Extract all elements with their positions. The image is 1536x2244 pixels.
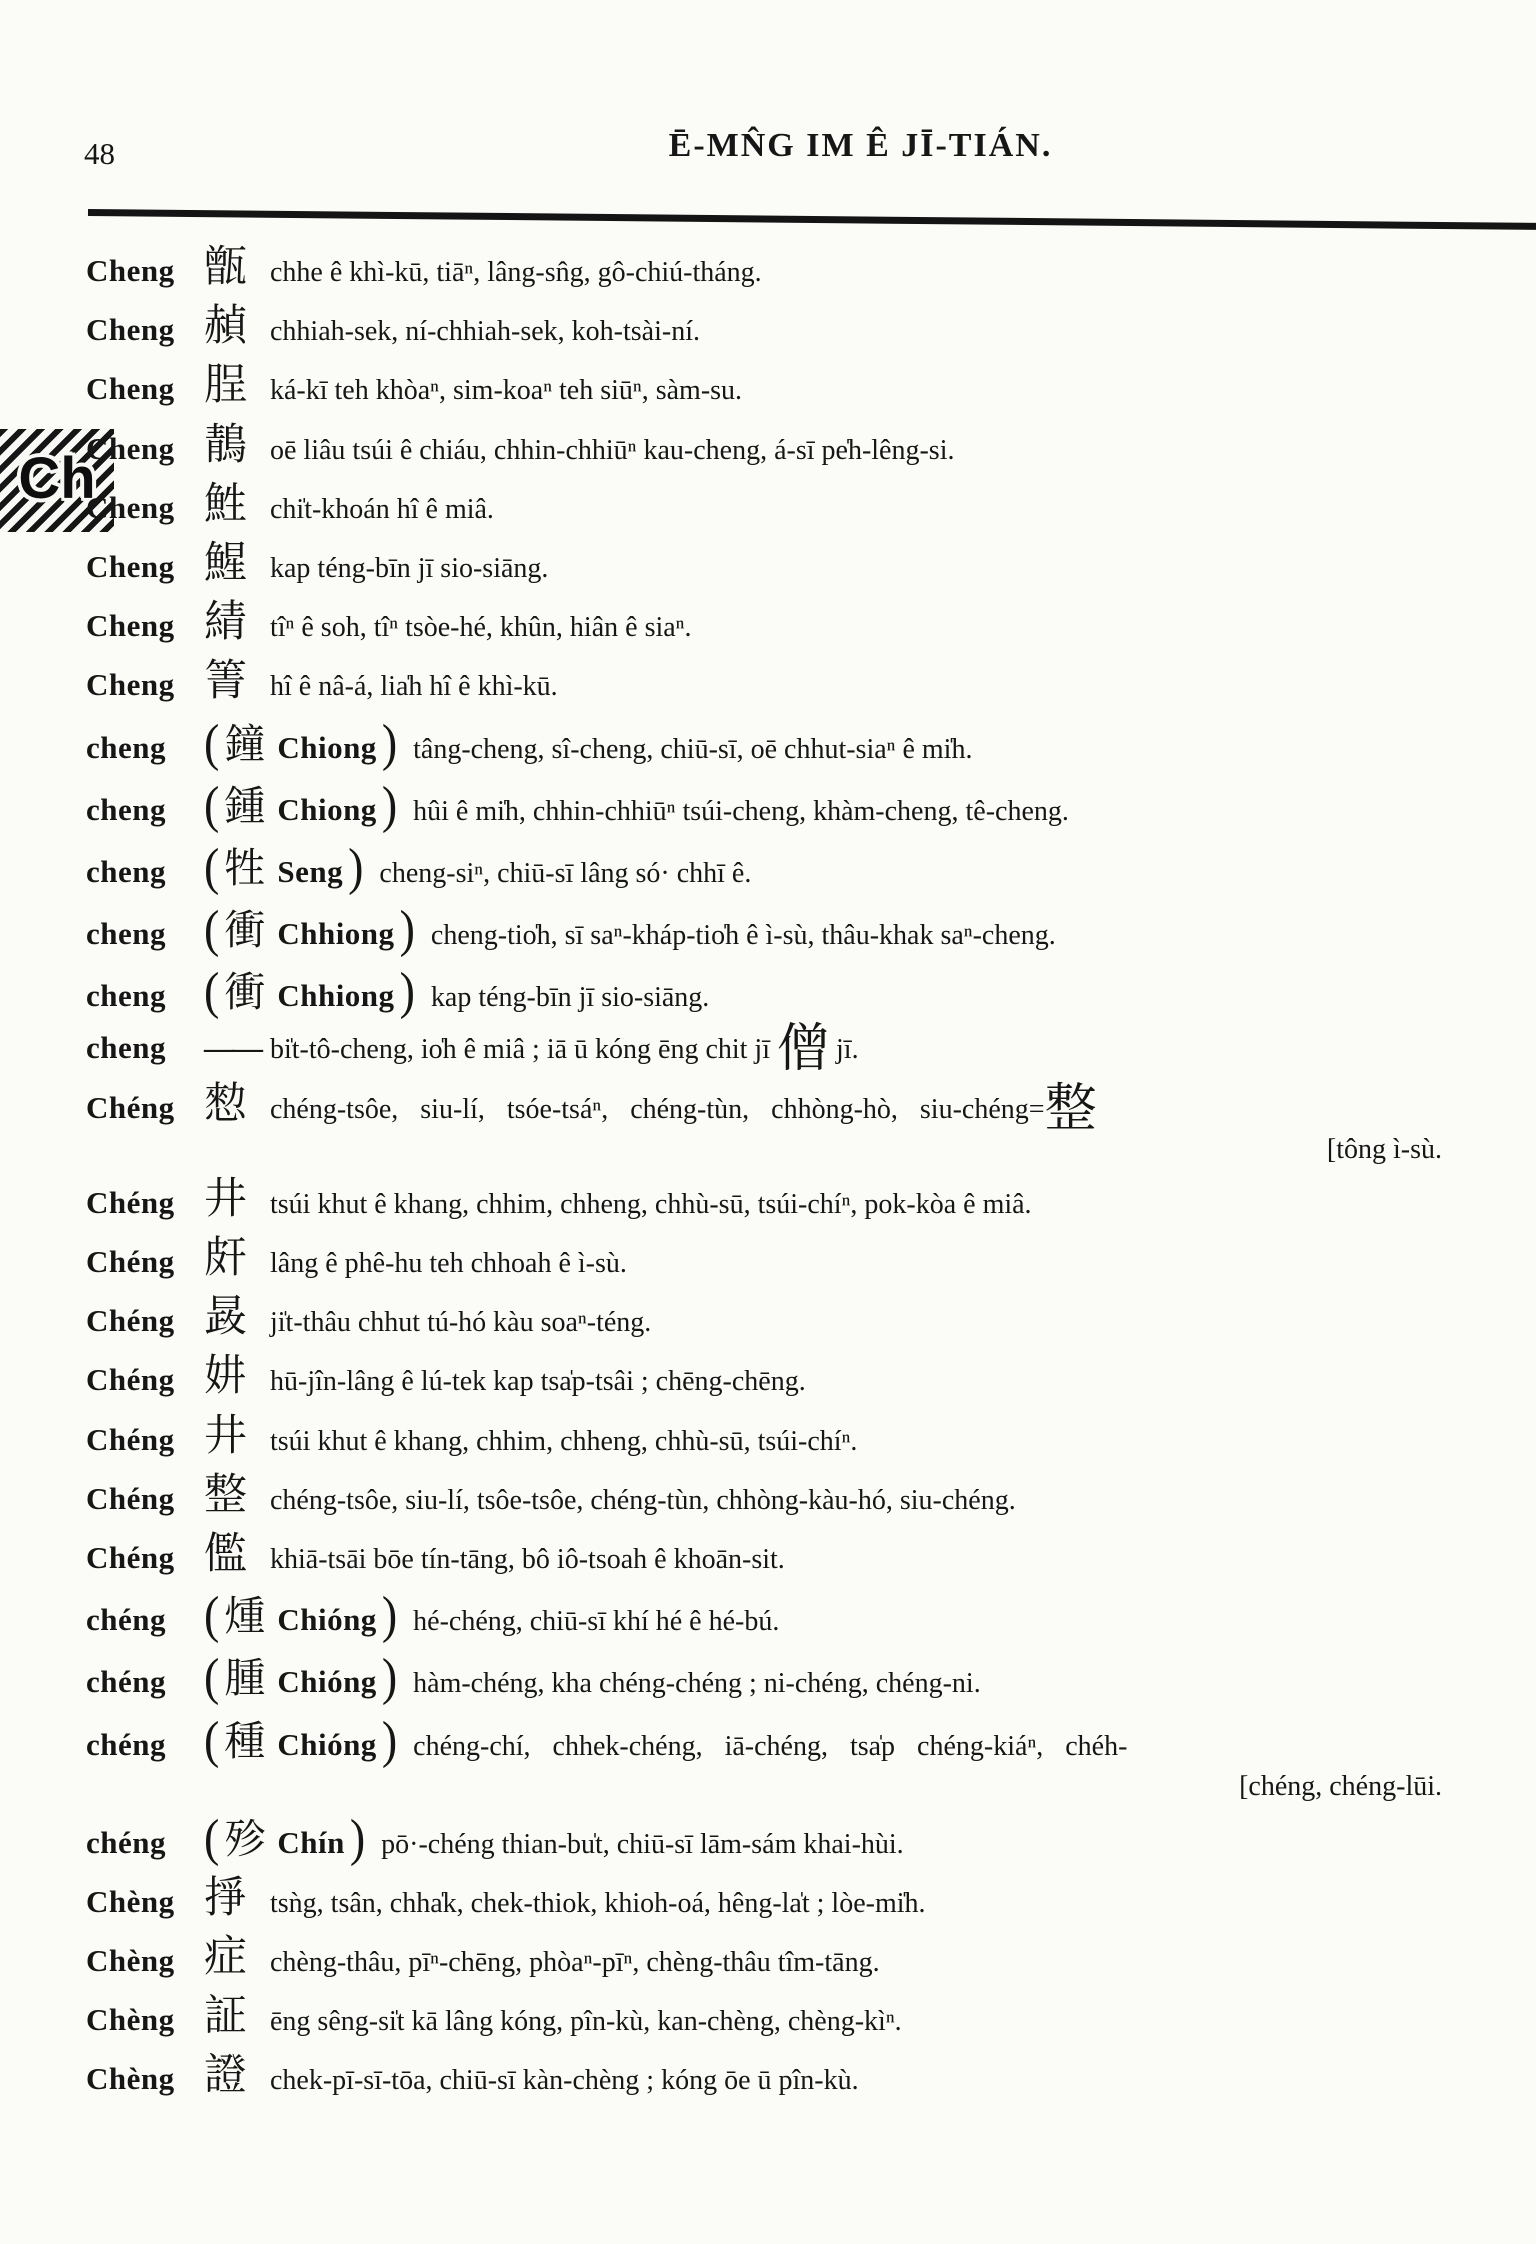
entry-definition-text: oē liâu tsúi ê chiáu, chhin-chhiūⁿ kau-cheng, á-sī pe̍h-lêng-si.: [270, 434, 955, 466]
entry-han-character: 鶄: [204, 421, 247, 469]
entry-definition: [413, 734, 972, 766]
entry-definition-text: hûi ê mi̍h, chhin-chhiūⁿ tsúi-cheng, khàm-cheng, tê-cheng.: [413, 795, 1069, 827]
entry-definition: [270, 1307, 651, 1339]
entry-paren-group: [204, 962, 415, 1020]
entry-definition: [270, 1366, 806, 1398]
entry-headword: Chèng: [86, 2002, 175, 2038]
dict-entry: [86, 837, 1486, 895]
entry-han-character: 鐘: [224, 720, 266, 767]
close-paren: ): [381, 1648, 398, 1706]
entry-definition: [270, 1947, 880, 1979]
dict-entry: [86, 1471, 1486, 1519]
dict-entry: [86, 421, 1486, 469]
entry-definition-text: lâng ê phê-hu teh chhoah ê ì-sù.: [270, 1248, 627, 1279]
entry-paren-group: [204, 1586, 398, 1644]
entry-paren-romanization: Seng: [277, 853, 344, 889]
entry-headword: Cheng: [86, 667, 175, 703]
entry-han-character: 衝: [224, 907, 266, 954]
entry-continuation: [tông ì-sù.: [1326, 1133, 1442, 1165]
dict-entry: [86, 1080, 1486, 1138]
dict-entry: [86, 1874, 1486, 1922]
close-paren: ): [399, 962, 415, 1020]
dict-entry: [86, 713, 1486, 771]
dict-entry: [86, 1021, 1486, 1079]
dict-entry: [86, 1648, 1486, 1706]
entry-headword: Chéng: [86, 1362, 175, 1398]
entry-headword: Chéng: [86, 1539, 175, 1575]
page-number: 48: [84, 136, 115, 171]
dict-entry: [86, 1993, 1486, 2041]
entry-definition-text: kap téng-bīn jī sio-siāng.: [270, 552, 549, 584]
entry-headword: Cheng: [86, 253, 175, 288]
entry-definition-text: chhe ê khì-kū, tiāⁿ, lâng-sn̂g, gô-chiú-tháng.: [270, 257, 762, 288]
entry-definition-text: ká-kī teh khòaⁿ, sim-koaⁿ teh siūⁿ, sàm-su.: [270, 375, 743, 407]
entry-definition: [381, 1829, 904, 1861]
entry-definition: [270, 1544, 785, 1576]
entry-headword: Chèng: [86, 1943, 175, 1979]
entry-han-character: 綪: [204, 599, 247, 647]
entry-dash: ——: [204, 1030, 260, 1066]
entry-definition: [270, 1189, 1032, 1221]
close-paren: ): [348, 837, 364, 895]
entry-han-character: 掙: [204, 1874, 247, 1922]
dict-entry: [86, 658, 1486, 706]
open-paren: (: [204, 1808, 220, 1866]
dict-entry: [86, 2052, 1486, 2100]
entry-han-character: 腫: [224, 1655, 266, 1702]
dict-entry: [86, 539, 1486, 587]
entry-definition-text: chhiah-sek, ní-chhiah-sek, koh-tsài-ní.: [270, 316, 700, 348]
entry-list: [86, 246, 1486, 2114]
close-paren: ): [399, 899, 415, 958]
entry-definition: [270, 494, 494, 526]
entry-headword: chéng: [86, 1726, 166, 1762]
open-paren: (: [204, 962, 220, 1020]
entry-definition-text: tîⁿ ê soh, tîⁿ tsòe-hé, khûn, hiân ê siaⁿ.: [270, 612, 692, 644]
entry-paren-romanization: Chín: [277, 1824, 345, 1860]
entry-definition: [270, 316, 700, 348]
entry-headword: cheng: [86, 1030, 166, 1066]
dict-entry: [86, 1808, 1486, 1866]
entry-paren-romanization: Chióng: [277, 1664, 377, 1700]
close-paren: ): [381, 775, 398, 833]
entry-inline-big-character: 整: [1044, 1080, 1097, 1138]
entry-han-character: 鍾: [224, 782, 266, 829]
entry-paren-group: [204, 713, 398, 771]
entry-definition-text: pō·-chéng thian-bu̍t, chiū-sī lām-sám khai-hùi.: [381, 1828, 904, 1860]
entry-headword: Cheng: [86, 608, 175, 644]
entry-han-character: 衝: [224, 969, 266, 1016]
entry-definition-text: chek-pī-sī-tōa, chiū-sī kàn-chèng ; kóng ōe ū pîn-kù.: [270, 2065, 859, 2097]
entry-han-character: 煄: [224, 1593, 266, 1640]
entry-definition: [413, 1606, 779, 1638]
entry-paren-romanization: Chióng: [277, 1602, 377, 1638]
close-paren: ): [381, 713, 398, 771]
dict-entry: [86, 1412, 1486, 1460]
entry-definition-text: bi̍t-tô-cheng, io̍h ê miâ ; iā ū kóng ēng chit jī: [270, 1034, 777, 1066]
entry-definition: [270, 553, 548, 585]
entry-definition: [270, 1426, 857, 1458]
open-paren: (: [204, 775, 220, 833]
entry-paren-group: [204, 899, 415, 958]
page-title: Ē-MN̂G IM Ê JĪ-TIÁN.: [668, 127, 1053, 164]
entry-definition-text: hū-jîn-lâng ê lú-tek kap tsa̍p-tsâi ; chēng-chēng.: [270, 1366, 806, 1398]
entry-headword: Chéng: [86, 1480, 175, 1516]
entry-han-character: 赬: [204, 303, 247, 351]
entry-definition: [431, 920, 1056, 952]
entry-headword: chéng: [86, 1824, 166, 1860]
entry-definition-text: tsúi khut ê khang, chhim, chheng, chhù-sū, tsúi-chíⁿ, pok-kòa ê miâ.: [270, 1188, 1032, 1220]
entry-definition-text: chéng-tsôe, siu-lí, tsóe-tsáⁿ, chéng-tùn, chhòng-hò, siu-chéng=: [270, 1093, 1045, 1125]
entry-paren-romanization: Chiong: [277, 791, 377, 827]
entry-headword: chéng: [86, 1602, 166, 1638]
entry-definition-text: tâng-cheng, sî-cheng, chiū-sī, oē chhut-siaⁿ ê mi̍h.: [413, 733, 973, 765]
entry-definition-text: tsúi khut ê khang, chhim, chheng, chhù-sū, tsúi-chíⁿ.: [270, 1425, 858, 1457]
entry-han-character: 牲: [224, 844, 266, 891]
dict-entry: [86, 599, 1486, 647]
entry-han-character: 鮏: [204, 480, 247, 528]
dict-entry: [86, 1934, 1486, 1982]
dict-entry: [86, 362, 1486, 410]
entry-han-character: 脭: [204, 362, 247, 410]
dict-entry: [86, 1586, 1486, 1644]
dict-entry: [86, 1237, 1486, 1280]
entry-han-character: 皯: [204, 1235, 247, 1282]
entry-han-character: 箐: [204, 658, 247, 706]
entry-paren-group: [204, 1648, 398, 1706]
entry-continuation: [chéng, chéng-lūi.: [1239, 1770, 1442, 1802]
entry-definition-text: hî ê nâ-á, lia̍h hî ê khì-kū.: [270, 671, 558, 703]
dict-entry: [86, 246, 1486, 289]
entry-han-character: 證: [204, 2052, 247, 2100]
dict-entry: [86, 480, 1486, 528]
open-paren: (: [204, 1586, 220, 1644]
entry-definition-text: tsǹg, tsân, chha̍k, chek-thiok, khioh-oá, hêng-la̍t ; lòe-mi̍h.: [270, 1887, 926, 1919]
entry-han-character: 種: [224, 1717, 266, 1764]
entry-definition: [270, 375, 742, 407]
entry-definition: [270, 2065, 859, 2097]
entry-definition-text: ēng sêng-si̍t kā lâng kóng, pîn-kù, kan-chèng, chèng-kìⁿ.: [270, 2006, 902, 2038]
entry-definition: [413, 796, 1069, 828]
entry-definition-text: chèng-thâu, pīⁿ-chēng, phòaⁿ-pīⁿ, chèng-thâu tîm-tāng.: [270, 1947, 880, 1979]
entry-definition-text: khiā-tsāi bōe tín-tāng, bô iô-tsoah ê khoān-sit.: [270, 1543, 785, 1575]
dict-entry: [86, 1175, 1486, 1223]
dict-entry: [86, 899, 1486, 958]
entry-definition-text: kap téng-bīn jī sio-siāng.: [430, 982, 710, 1014]
entry-headword: Cheng: [86, 548, 175, 584]
entry-definition-text: jī.: [829, 1034, 859, 1066]
entry-han-character: 妌: [204, 1353, 247, 1401]
entry-han-character: 愸: [204, 1080, 247, 1128]
close-paren: ): [381, 1710, 398, 1768]
entry-definition-text: chi̍t-khoán hî ê miâ.: [270, 493, 494, 525]
entry-headword: Cheng: [86, 371, 175, 407]
entry-han-character: 甑: [204, 244, 247, 291]
entry-headword: cheng: [86, 729, 166, 765]
entry-headword: cheng: [86, 978, 166, 1014]
close-paren: ): [349, 1808, 366, 1866]
entry-inline-big-character: 僧: [777, 1021, 830, 1079]
entry-definition: [270, 1248, 627, 1280]
entry-headword: Chéng: [86, 1303, 175, 1339]
entry-headword: Chèng: [86, 2061, 175, 2097]
entry-definition: [270, 1888, 926, 1920]
dict-entry: [86, 1530, 1486, 1578]
entry-definition: [413, 1668, 981, 1700]
open-paren: (: [204, 837, 220, 895]
entry-paren-romanization: Chhiong: [277, 916, 395, 952]
entry-han-character: 殄: [224, 1815, 266, 1862]
entry-paren-romanization: Chióng: [277, 1726, 377, 1762]
entry-han-character: 鯹: [204, 539, 247, 587]
entry-definition-text: cheng-tio̍h, sī saⁿ-kháp-tio̍h ê ì-sù, thâu-khak saⁿ-cheng.: [430, 920, 1056, 952]
entry-headword: Cheng: [86, 489, 175, 525]
entry-definition-text: chéng-tsôe, siu-lí, tsôe-tsôe, chéng-tùn, chhòng-kàu-hó, siu-chéng.: [270, 1484, 1016, 1516]
dict-entry: [86, 1710, 1486, 1768]
entry-definition-text: chéng-chí, chhek-chéng, iā-chéng, tsa̍p chéng-kiáⁿ, chéh-: [413, 1730, 1128, 1762]
entry-definition: [413, 1731, 1127, 1763]
entry-definition: [431, 982, 709, 1014]
entry-definition: [270, 435, 954, 467]
entry-headword: cheng: [86, 853, 166, 889]
entry-headword: Chéng: [86, 1421, 175, 1457]
entry-headword: Chéng: [86, 1244, 175, 1279]
entry-han-character: 儖: [204, 1530, 247, 1578]
entry-headword: Chéng: [86, 1184, 175, 1220]
entry-paren-group: [204, 775, 398, 833]
entry-headword: cheng: [86, 791, 166, 827]
entry-headword: Cheng: [86, 430, 175, 466]
open-paren: (: [204, 1648, 220, 1706]
entry-han-character: 整: [204, 1471, 247, 1519]
entry-definition: [270, 2006, 902, 2038]
entry-paren-romanization: Chhiong: [277, 978, 395, 1014]
entry-definition: [270, 257, 762, 289]
dict-entry: [86, 962, 1486, 1020]
entry-han-character: 症: [204, 1934, 247, 1982]
entry-han-character: 井: [204, 1175, 247, 1223]
entry-han-character: 証: [204, 1993, 247, 2041]
entry-definition: [379, 858, 751, 890]
entry-headword: Cheng: [86, 312, 175, 348]
entry-definition: [270, 1080, 1097, 1138]
entry-paren-group: [204, 837, 364, 895]
entry-definition-text: hé-chéng, chiū-sī khí hé ê hé-bú.: [413, 1606, 780, 1638]
entry-definition-text: ji̍t-thâu chhut tú-hó kàu soaⁿ-téng.: [270, 1307, 652, 1339]
entry-han-character: 井: [204, 1412, 247, 1460]
entry-paren-group: [204, 1808, 366, 1866]
open-paren: (: [204, 899, 220, 958]
close-paren: ): [381, 1586, 398, 1644]
dict-entry: [86, 303, 1486, 351]
entry-headword: Chéng: [86, 1089, 175, 1125]
entry-han-character: 晸: [204, 1294, 247, 1342]
entry-headword: chéng: [86, 1664, 166, 1700]
entry-definition-text: hàm-chéng, kha chéng-chéng ; ni-chéng, chéng-ni.: [413, 1668, 981, 1700]
entry-paren-group: [204, 1710, 398, 1768]
entry-definition: [270, 612, 692, 644]
entry-headword: Chèng: [86, 1883, 175, 1919]
dict-entry: [86, 775, 1486, 833]
entry-definition-text: cheng-siⁿ, chiū-sī lâng só· chhī ê.: [379, 857, 752, 889]
open-paren: (: [204, 1710, 220, 1768]
section-thumb-tab-label: Ch: [18, 446, 96, 511]
header-rule: [88, 209, 1536, 230]
entry-headword: cheng: [86, 916, 166, 952]
entry-paren-romanization: Chiong: [277, 729, 377, 765]
entry-definition: [270, 1485, 1016, 1517]
entry-definition: [270, 1021, 859, 1079]
dict-entry: [86, 1353, 1486, 1401]
dict-entry: [86, 1294, 1486, 1342]
entry-definition: [270, 671, 558, 703]
open-paren: (: [204, 713, 220, 771]
